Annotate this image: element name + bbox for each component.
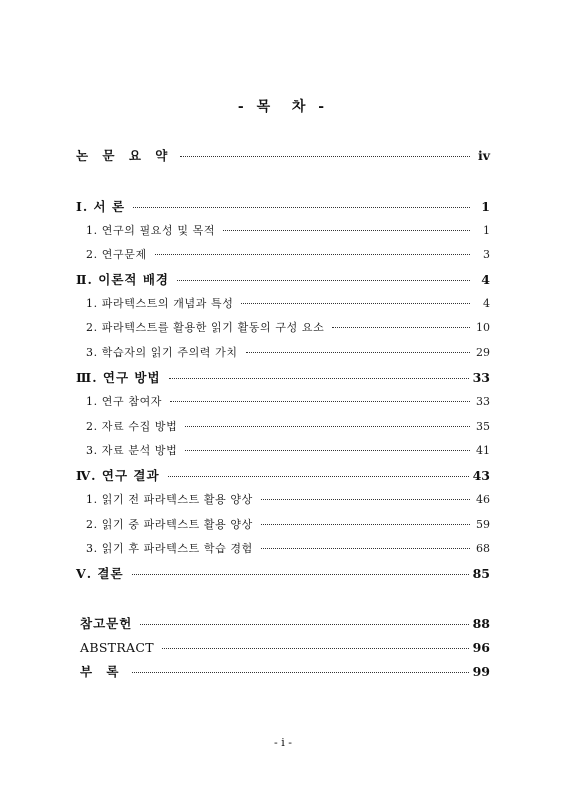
dot-leader bbox=[162, 648, 469, 649]
toc-section-2-3[interactable] bbox=[86, 345, 490, 361]
toc-entry-page: 68 bbox=[476, 542, 490, 555]
dot-leader bbox=[155, 254, 470, 255]
toc-entry-page: 41 bbox=[476, 444, 490, 457]
dot-leader bbox=[185, 426, 470, 427]
dot-leader bbox=[140, 624, 468, 625]
toc-entry-label: 3. 학습자의 읽기 주의력 가치 bbox=[86, 346, 238, 359]
toc-chapter-3[interactable] bbox=[76, 370, 490, 386]
toc-entry-page: 59 bbox=[476, 518, 490, 531]
toc-entry-label: 참고문헌 bbox=[80, 616, 133, 631]
toc-entry-references[interactable] bbox=[80, 616, 490, 632]
toc-chapter-5[interactable] bbox=[76, 566, 490, 582]
toc-entry-page: 1 bbox=[483, 224, 490, 237]
toc-entry-label: 1. 연구의 필요성 및 목적 bbox=[86, 224, 216, 237]
toc-entry-page: 4 bbox=[483, 297, 490, 310]
toc-chapter-1[interactable] bbox=[76, 199, 490, 215]
toc-entry-page: 33 bbox=[472, 370, 490, 385]
page-number: - i - bbox=[274, 736, 292, 749]
dot-leader bbox=[223, 230, 470, 231]
toc-entry-page: 1 bbox=[481, 199, 490, 214]
toc-section-3-3[interactable] bbox=[86, 443, 490, 459]
toc-entry-appendix[interactable] bbox=[80, 664, 490, 680]
toc-chapter-4[interactable] bbox=[76, 468, 490, 484]
dot-leader bbox=[169, 378, 469, 379]
dot-leader bbox=[132, 672, 469, 673]
toc-entry-label: 2. 연구문제 bbox=[86, 248, 147, 261]
toc-entry-label: 3. 자료 분석 방법 bbox=[86, 444, 178, 457]
dot-leader bbox=[261, 524, 470, 525]
toc-entry-label: Ⅰ. 서 론 bbox=[76, 199, 126, 214]
toc-section-3-1[interactable] bbox=[86, 394, 490, 410]
dot-leader bbox=[246, 352, 470, 353]
toc-section-1-1[interactable] bbox=[86, 223, 490, 239]
toc-entry-label: ABSTRACT bbox=[80, 640, 154, 655]
toc-entry-label: 2. 읽기 중 파라텍스트 활용 양상 bbox=[86, 518, 253, 531]
toc-entry-label: 2. 자료 수집 방법 bbox=[86, 420, 178, 433]
toc-chapter-2[interactable] bbox=[76, 272, 490, 288]
toc-entry-label: 1. 파라텍스트의 개념과 특성 bbox=[86, 297, 234, 310]
toc-entry-page: 33 bbox=[476, 395, 490, 408]
dot-leader bbox=[180, 156, 470, 157]
toc-entry-page: 96 bbox=[472, 640, 490, 655]
toc-entry-label: 논 문 요 약 bbox=[76, 148, 173, 163]
toc-entry-page: 46 bbox=[476, 493, 490, 506]
toc-title: - 목 차 - bbox=[237, 99, 329, 115]
toc-entry-page: 35 bbox=[476, 420, 490, 433]
toc-section-4-2[interactable] bbox=[86, 517, 490, 533]
dot-leader bbox=[177, 280, 470, 281]
dot-leader bbox=[261, 499, 470, 500]
dot-leader bbox=[168, 476, 469, 477]
toc-section-2-1[interactable] bbox=[86, 296, 490, 312]
dot-leader bbox=[133, 207, 470, 208]
dot-leader bbox=[332, 327, 470, 328]
toc-entry-page: 99 bbox=[472, 664, 490, 679]
toc-section-2-2[interactable] bbox=[86, 320, 490, 336]
toc-entry-abstract-korean[interactable] bbox=[76, 148, 490, 164]
toc-entry-page: 4 bbox=[481, 272, 490, 287]
toc-entry-label: 2. 파라텍스트를 활용한 읽기 활동의 구성 요소 bbox=[86, 321, 325, 334]
toc-entry-page: 3 bbox=[483, 248, 490, 261]
toc-entry-abstract-english[interactable] bbox=[80, 640, 490, 656]
toc-entry-label: 1. 읽기 전 파라텍스트 활용 양상 bbox=[86, 493, 253, 506]
toc-section-4-1[interactable] bbox=[86, 492, 490, 508]
toc-section-1-2[interactable] bbox=[86, 247, 490, 263]
toc-entry-label: 1. 연구 참여자 bbox=[86, 395, 163, 408]
toc-entry-label: 3. 읽기 후 파라텍스트 학습 경험 bbox=[86, 542, 253, 555]
toc-entry-label: Ⅲ. 연구 방법 bbox=[76, 370, 161, 385]
toc-entry-label: Ⅴ. 결론 bbox=[76, 566, 124, 581]
toc-entry-label: Ⅱ. 이론적 배경 bbox=[76, 272, 169, 287]
toc-entry-label: 부 록 bbox=[80, 664, 124, 679]
toc-entry-page: ⅳ bbox=[477, 148, 490, 163]
toc-entry-page: 85 bbox=[472, 566, 490, 581]
toc-entry-page: 43 bbox=[472, 468, 490, 483]
toc-entry-page: 88 bbox=[472, 616, 490, 631]
dot-leader bbox=[241, 303, 470, 304]
toc-entry-page: 10 bbox=[476, 321, 490, 334]
dot-leader bbox=[170, 401, 470, 402]
toc-entry-label: Ⅳ. 연구 결과 bbox=[76, 468, 160, 483]
toc-section-3-2[interactable] bbox=[86, 419, 490, 435]
toc-section-4-3[interactable] bbox=[86, 541, 490, 557]
dot-leader bbox=[261, 548, 470, 549]
toc-entry-page: 29 bbox=[476, 346, 490, 359]
dot-leader bbox=[132, 574, 469, 575]
dot-leader bbox=[185, 450, 470, 451]
